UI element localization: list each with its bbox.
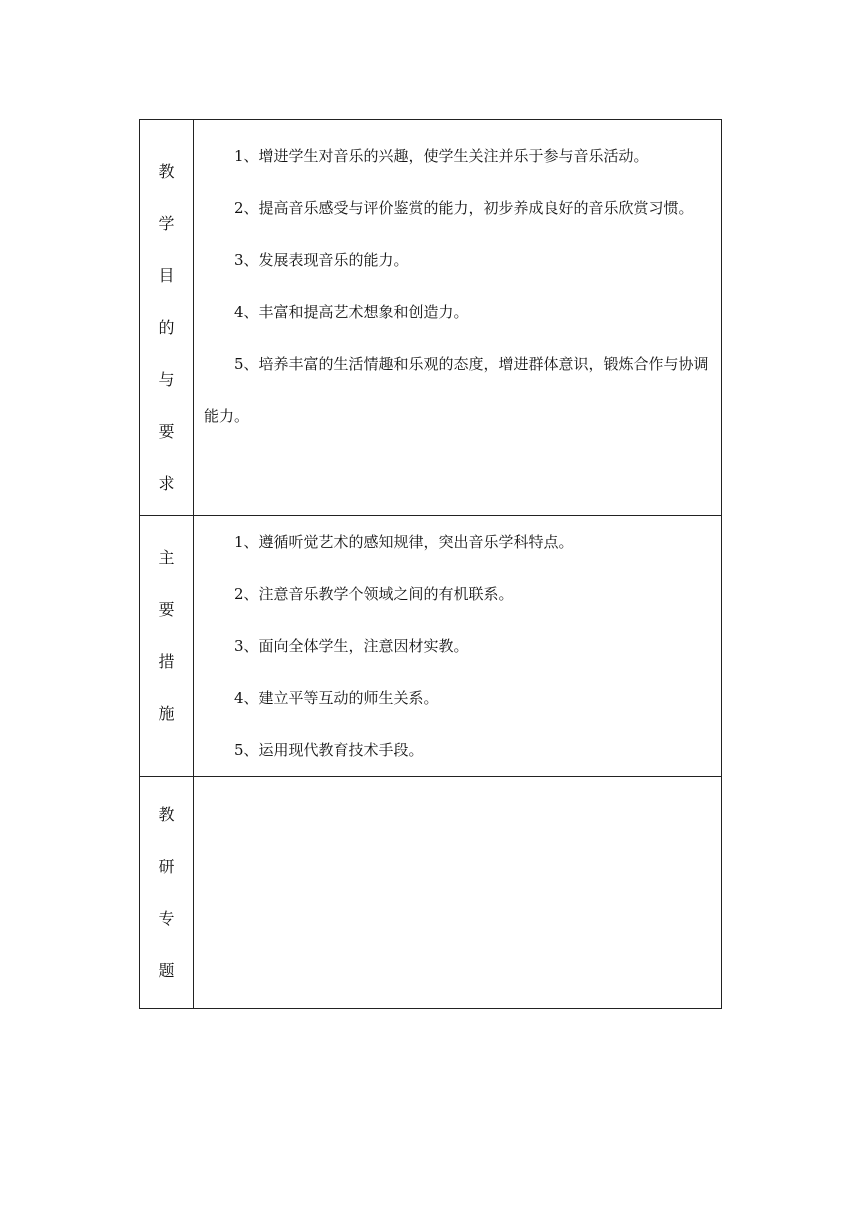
list-item: 2、注意音乐教学个领域之间的有机联系。 [234,585,514,603]
section-content-measures [194,516,722,777]
list-item: 3、发展表现音乐的能力。 [234,251,409,269]
label-char: 教 [158,805,175,824]
section-row-research-topics [140,777,722,1009]
list-item: 2、提高音乐感受与评价鉴赏的能力，初步养成良好的音乐欣赏习惯。 [234,199,694,217]
list-item: 3、面向全体学生，注意因材实教。 [234,637,469,655]
label-char: 教 [158,162,175,181]
section-label-measures [140,516,194,777]
list-item: 4、丰富和提高艺术想象和创造力。 [234,303,469,321]
label-char: 题 [158,961,175,980]
list-item: 1、增进学生对音乐的兴趣，使学生关注并乐于参与音乐活动。 [234,147,649,165]
section-label-objectives [140,120,194,516]
label-char: 求 [158,474,175,493]
list-item: 5、培养丰富的生活情趣和乐观的态度，增进群体意识，锻炼合作与协调能力。 [204,355,709,425]
label-char: 与 [158,370,175,389]
label-char: 学 [158,214,175,233]
teaching-plan-table [139,119,722,1009]
label-char: 主 [158,548,175,567]
list-item: 1、遵循听觉艺术的感知规律，突出音乐学科特点。 [234,533,574,551]
section-content-research-topics [194,777,722,1009]
section-row-measures [140,516,722,777]
label-char: 措 [158,652,175,671]
label-char: 研 [158,857,175,876]
label-char: 目 [158,266,175,285]
label-char: 要 [158,600,175,619]
label-char: 施 [158,704,175,723]
section-label-research-topics [140,777,194,1009]
label-char: 专 [158,909,175,928]
section-row-objectives [140,120,722,516]
list-item: 4、建立平等互动的师生关系。 [234,689,439,707]
label-char: 的 [158,318,175,337]
list-item: 5、运用现代教育技术手段。 [234,741,424,759]
label-char: 要 [158,422,175,441]
section-content-objectives [194,120,722,516]
